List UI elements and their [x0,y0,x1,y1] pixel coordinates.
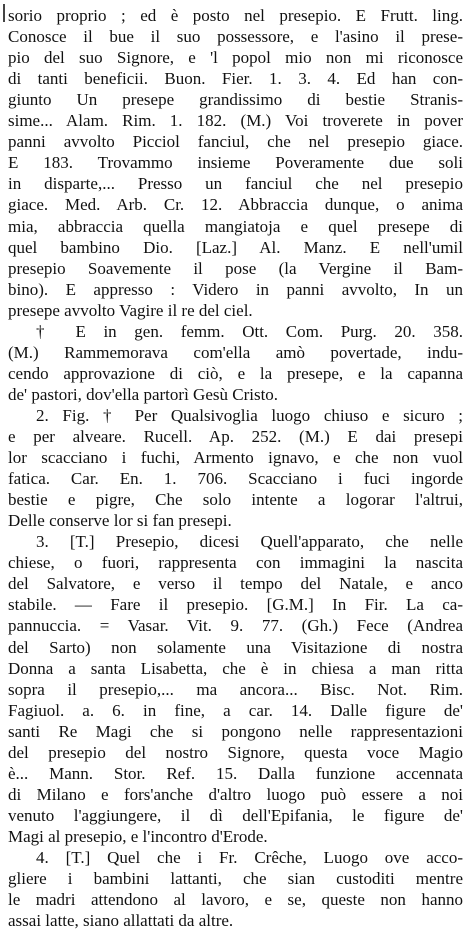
text-line-content: del Sarto) non solamente una Visitazione di nostra [8,637,463,657]
margin-marker [3,4,5,22]
text-line-content: E 183. Trovammo insieme Poveramente due soli [8,153,463,173]
text-line-content: assai latte, siano allattati da altre. [8,911,234,931]
text-line-content: sime... Alam. Rim. 1. 182. (M.) Voi troverete in pover [8,111,463,131]
text-line-content: quel bambino Dio. [Laz.] Al. Manz. E nell'umil [8,237,463,257]
text-line-content: Conosce il bue il suo possessore, e l'asino il prese- [8,27,463,47]
text-line-content: sopra il presepio,... ma ancora... Bisc. Not. Rim. [8,679,463,699]
text-line-content: stabile. — Fare il presepio. [G.M.] In Fir. La ca- [8,595,463,615]
text-line [8,907,463,935]
text-line-content: le madri attendono al lavoro, e se, queste non hanno [8,890,463,910]
text-line-content: presepe avvolto Vagire il re del ciel. [8,300,253,320]
text-line-content: de' pastori, dov'ella partorì Gesù Cristo. [8,384,279,404]
text-line-content: bino). E appresso : Videro in panni avvolto, In un [8,279,463,299]
text-line-content: e per alveare. Rucell. Ap. 252. (M.) E dai presepi [8,427,463,446]
text-line-content: giace. Med. Arb. Cr. 12. Abbraccia dunque, o anima [8,195,463,215]
text-line-content: 3. [T.] Presepio, dicesi Quell'apparato, che nelle [36,532,463,552]
text-line-content: di tanti beneficii. Buon. Fier. 1. 3. 4. Ed han con- [8,69,463,89]
text-line-content: 2. Fig. † Per Qualsivoglia luogo chiuso e sicuro ; [36,405,463,425]
text-line-content: † E in gen. femm. Ott. Com. Purg. 20. 358. [36,321,463,341]
text-line-content: chiese, o fuori, rappresenta con immagini la nascita [8,553,463,573]
text-line-content: Donna a santa Lisabetta, che è in chiesa a man ritta [8,658,463,678]
text-line-content: è... Mann. Stor. Ref. 15. Dalla funzione accennata [8,763,463,783]
text-line-content: mia, abbraccia quella mangiatoja e quel presepe di [8,216,463,236]
text-line-content: venuto l'aggiungere, il dì dell'Epifania, le figure de' [8,805,463,825]
text-line-content: panni avvolto Picciol fanciul, che nel presepio giace. [8,132,463,152]
text-line-content: santi Re Magi che si pongono nelle rappresentazioni [8,721,463,741]
text-line-content: sorio proprio ; ed è posto nel presepio. E Frutt. ling. [8,6,463,25]
text-line-content: (M.) Rammemorava com'ella amò povertade, indu- [8,342,463,362]
text-line-content: 4. [T.] Quel che i Fr. Crêche, Luogo ove acco- [36,848,463,867]
text-line-content: giunto Un presepe grandissimo di bestie Stranis- [8,90,463,110]
text-line-content: di Milano e fors'anche d'altro luogo può essere a noi [8,784,463,804]
text-line-content: del presepio del nostro Signore, questa voce Magio [8,742,463,762]
text-line-content: Magi al presepio, e l'incontro d'Erode. [8,826,268,846]
text-line-content: pio del suo Signore, e 'l popol mio non mi riconosce [8,48,463,68]
text-line-content: fatica. Car. En. 1. 706. Scacciano i fuci ingorde [8,469,463,489]
text-line-content: lor scacciano i fuchi, Armento ignavo, e che non vuol [8,448,463,468]
text-line-content: Delle conserve lor si fan presepi. [8,511,232,531]
text-line-content: pannuccia. = Vasar. Vit. 9. 77. (Gh.) Fece (Andrea [8,616,463,636]
text-line-content: del Salvatore, e verso il tempo del Natale, e anco [8,574,463,594]
text-line-content: presepio Soavemente il pose (la Vergine il Bam- [8,258,463,278]
text-line-content: in disparte,... Presso un fanciul che nel presepio [8,174,463,194]
dictionary-page [8,0,463,935]
text-line-content: Fagiuol. a. 6. in fine, a car. 14. Dalle figure de' [8,700,463,720]
text-line-content: cendo approvazione di ciò, e la presepe, e la capanna [8,363,463,383]
text-line-content: gliere i bambini lattanti, che sian custoditi mentre [8,869,463,889]
text-line-content: bestie e pigre, Che solo intente a logorar l'altrui, [8,490,463,510]
